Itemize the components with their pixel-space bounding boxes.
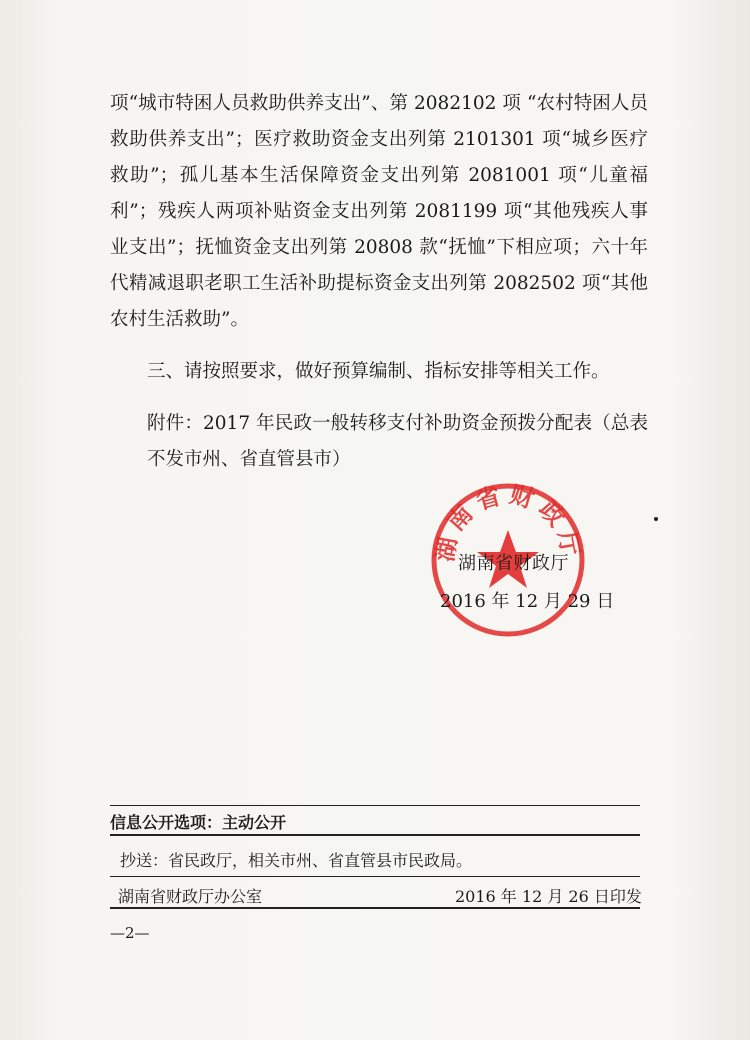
footer-bottom-rule [110, 907, 640, 909]
paper-speck [654, 517, 658, 521]
print-date: 2016 年 12 月 26 日印发 [455, 887, 642, 906]
footer-top-rule [110, 805, 640, 806]
section-three-paragraph: 三、请按照要求，做好预算编制、指标安排等相关工作。 [147, 361, 610, 382]
document-body [110, 86, 648, 478]
page-number: —2— [110, 924, 150, 942]
issuing-office: 湖南省财政厅办公室 [118, 887, 263, 906]
cc-line: 抄送：省民政厅，相关市州、省直管县市民政局。 [120, 851, 473, 870]
signature-organization: 湖南省财政厅 [458, 553, 569, 574]
disclosure-option: 信息公开选项：主动公开 [110, 813, 287, 832]
footer-divider-thick [110, 834, 640, 836]
signature-date: 2016 年 12 月 29 日 [440, 591, 615, 612]
footer-divider [110, 876, 640, 877]
seal-text: 湖南省财政厅 [430, 480, 586, 564]
attachment-line: 附件：2017 年民政一般转移支付补助资金预拨分配表（总表不发市州、省直管县市） [147, 413, 648, 470]
body-paragraph: 项“城市特困人员救助供养支出”、第 2082102 项 “农村特困人员救助供养支出”；医疗救助资金支出列第 2101301 项“城乡医疗救助”；孤儿基本生活保障资金支出列第 2081001 项“儿童福利”；残疾人两项补贴资金支出列第 2081199 项“其他残疾人事业支出”；抚恤资金支出列第 20808 款“抚恤”下相应项；六十年代精减退职老职工生活补助提标资金支出列第 2082502 项“其他农村生活救助”。 [110, 93, 648, 330]
